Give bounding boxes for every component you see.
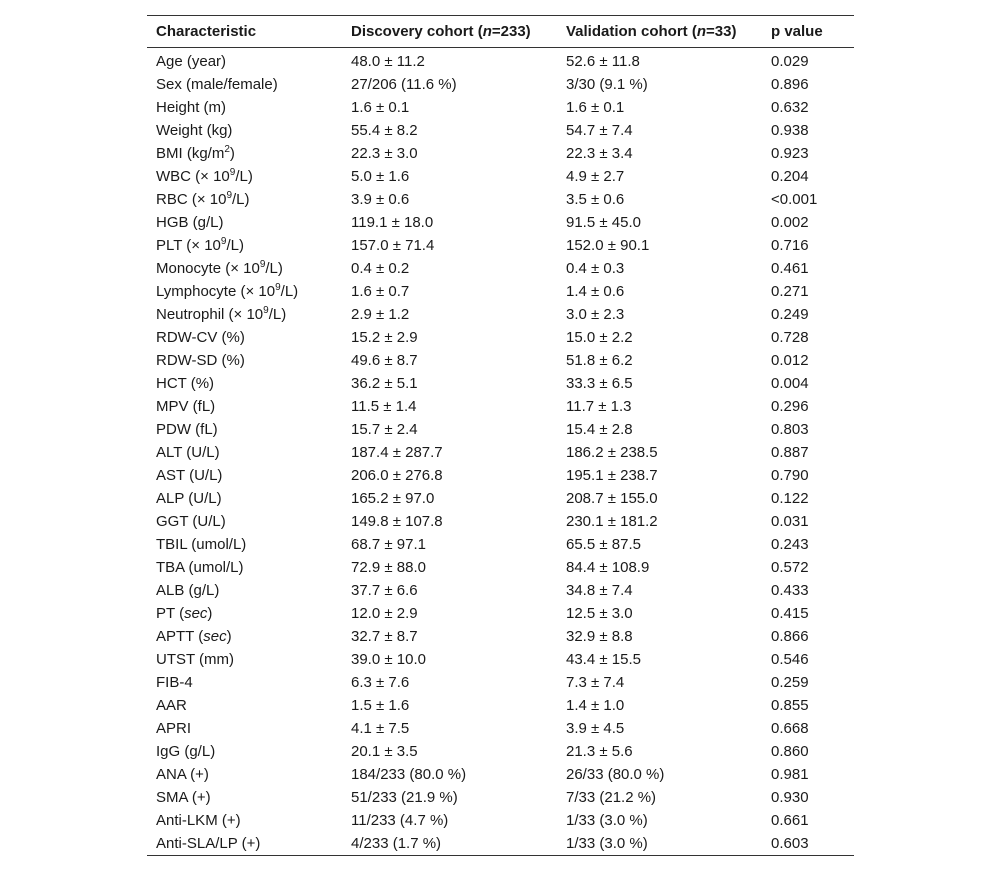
cell-discovery-value: 157.0 ± 71.4 bbox=[351, 237, 435, 254]
header-discovery-prefix: Discovery cohort ( bbox=[351, 23, 483, 40]
table-row bbox=[147, 487, 854, 510]
characteristic-label: RDW-SD (%) bbox=[156, 352, 245, 369]
header-discovery-n: n bbox=[482, 23, 492, 40]
cell-validation-value: 1/33 (3.0 %) bbox=[566, 812, 648, 829]
cell-p-value: 0.031 bbox=[771, 513, 809, 530]
characteristic-italic-unit: sec bbox=[184, 605, 208, 622]
table-row bbox=[147, 441, 854, 464]
cell-characteristic bbox=[147, 717, 342, 740]
cell-validation-value: 52.6 ± 11.8 bbox=[566, 53, 640, 70]
cell-p-value: <0.001 bbox=[771, 191, 818, 208]
cell-discovery-value: 11/233 (4.7 %) bbox=[351, 812, 449, 829]
characteristic-label: AAR bbox=[156, 697, 187, 714]
table-row bbox=[147, 694, 854, 717]
cell-discovery-value: 119.1 ± 18.0 bbox=[351, 214, 434, 231]
characteristic-label-suffix: ) bbox=[226, 628, 232, 645]
characteristic-label: TBA (umol/L) bbox=[156, 559, 244, 576]
characteristic-label-suffix: /L) bbox=[265, 260, 283, 277]
characteristic-label: Age (year) bbox=[156, 53, 227, 70]
table-row bbox=[147, 234, 854, 257]
cell-discovery-value: 4.1 ± 7.5 bbox=[351, 720, 410, 737]
table-row bbox=[147, 533, 854, 556]
table-body bbox=[147, 48, 854, 856]
cell-validation-value: 1/33 (3.0 %) bbox=[566, 835, 648, 852]
cell-p-value: 0.668 bbox=[771, 720, 809, 737]
cell-validation-value: 12.5 ± 3.0 bbox=[566, 605, 633, 622]
characteristic-label-suffix: ) bbox=[207, 605, 213, 622]
cell-characteristic bbox=[147, 211, 342, 234]
characteristic-label: GGT (U/L) bbox=[156, 513, 226, 530]
cell-p-value: 0.249 bbox=[771, 306, 809, 323]
cell-discovery-value: 149.8 ± 107.8 bbox=[351, 513, 443, 530]
cell-p-value: 0.803 bbox=[771, 421, 809, 438]
table-header-row bbox=[147, 16, 854, 48]
table-row bbox=[147, 740, 854, 763]
cell-discovery-value: 184/233 (80.0 %) bbox=[351, 766, 467, 783]
cell-p-value: 0.546 bbox=[771, 651, 809, 668]
characteristic-label: Sex (male/female) bbox=[156, 76, 278, 93]
characteristic-label: Anti-LKM (+) bbox=[156, 812, 241, 829]
cell-discovery-value: 1.6 ± 0.1 bbox=[351, 99, 410, 116]
table-row bbox=[147, 326, 854, 349]
cell-characteristic bbox=[147, 556, 342, 579]
cell-characteristic bbox=[147, 487, 342, 510]
cell-validation-value: 3/30 (9.1 %) bbox=[566, 76, 648, 93]
cell-p-value: 0.887 bbox=[771, 444, 809, 461]
cell-validation-value: 54.7 ± 7.4 bbox=[566, 122, 633, 139]
cell-characteristic bbox=[147, 372, 342, 395]
cell-p-value: 0.204 bbox=[771, 168, 809, 185]
cell-validation-value: 230.1 ± 181.2 bbox=[566, 513, 658, 530]
cell-validation-value: 152.0 ± 90.1 bbox=[566, 237, 650, 254]
cell-discovery-value: 72.9 ± 88.0 bbox=[351, 559, 426, 576]
cell-discovery-value: 6.3 ± 7.6 bbox=[351, 674, 410, 691]
cell-p-value: 0.296 bbox=[771, 398, 809, 415]
cell-validation-value: 84.4 ± 108.9 bbox=[566, 559, 650, 576]
cell-p-value: 0.632 bbox=[771, 99, 809, 116]
cell-validation-value: 11.7 ± 1.3 bbox=[566, 398, 632, 415]
cell-p-value: 0.259 bbox=[771, 674, 809, 691]
table-row bbox=[147, 832, 854, 856]
table-row bbox=[147, 349, 854, 372]
cell-discovery-value: 51/233 (21.9 %) bbox=[351, 789, 458, 806]
cell-validation-value: 33.3 ± 6.5 bbox=[566, 375, 633, 392]
cell-discovery-value: 55.4 ± 8.2 bbox=[351, 122, 418, 139]
cell-characteristic bbox=[147, 165, 342, 188]
table-row bbox=[147, 648, 854, 671]
characteristic-label: MPV (fL) bbox=[156, 398, 216, 415]
cell-discovery-value: 36.2 ± 5.1 bbox=[351, 375, 418, 392]
characteristic-label: BMI (kg/m bbox=[156, 145, 225, 162]
cell-discovery-value: 49.6 ± 8.7 bbox=[351, 352, 418, 369]
characteristic-label: IgG (g/L) bbox=[156, 743, 216, 760]
cell-characteristic bbox=[147, 441, 342, 464]
characteristic-label: UTST (mm) bbox=[156, 651, 235, 668]
header-validation-n: n bbox=[696, 23, 707, 40]
cell-validation-value: 3.0 ± 2.3 bbox=[566, 306, 625, 323]
cell-characteristic bbox=[147, 303, 342, 326]
characteristic-label: HCT (%) bbox=[156, 375, 215, 392]
cell-characteristic bbox=[147, 234, 342, 257]
cell-p-value: 0.860 bbox=[771, 743, 809, 760]
cell-discovery-value: 15.2 ± 2.9 bbox=[351, 329, 418, 346]
characteristic-label: RBC (× 10 bbox=[156, 191, 227, 208]
cell-validation-value: 208.7 ± 155.0 bbox=[566, 490, 658, 507]
cell-discovery-value: 5.0 ± 1.6 bbox=[351, 168, 410, 185]
table-row bbox=[147, 602, 854, 625]
cell-p-value: 0.433 bbox=[771, 582, 809, 599]
characteristic-label: PT ( bbox=[156, 605, 185, 622]
header-validation-suffix: =33) bbox=[706, 23, 737, 40]
characteristic-label-suffix: /L) bbox=[280, 283, 299, 300]
cell-characteristic bbox=[147, 763, 342, 786]
cohort-characteristics-table bbox=[147, 15, 854, 856]
cell-p-value: 0.415 bbox=[771, 605, 809, 622]
cell-p-value: 0.896 bbox=[771, 76, 809, 93]
cell-characteristic bbox=[147, 602, 342, 625]
cell-p-value: 0.271 bbox=[771, 283, 809, 300]
table-row bbox=[147, 48, 854, 74]
cell-validation-value: 15.4 ± 2.8 bbox=[566, 421, 633, 438]
cell-validation-value: 4.9 ± 2.7 bbox=[566, 168, 625, 185]
cell-p-value: 0.012 bbox=[771, 352, 809, 369]
cell-p-value: 0.603 bbox=[771, 835, 809, 852]
cell-discovery-value: 15.7 ± 2.4 bbox=[351, 421, 418, 438]
characteristic-label: Monocyte (× 10 bbox=[156, 260, 260, 277]
cell-p-value: 0.029 bbox=[771, 53, 809, 70]
characteristic-label: WBC (× 10 bbox=[156, 168, 230, 185]
cell-characteristic bbox=[147, 533, 342, 556]
table-row bbox=[147, 510, 854, 533]
header-discovery-cohort bbox=[342, 16, 557, 48]
cell-characteristic bbox=[147, 694, 342, 717]
cell-validation-value: 7/33 (21.2 %) bbox=[566, 789, 657, 806]
characteristic-label: ALT (U/L) bbox=[156, 444, 220, 461]
header-validation-cohort bbox=[557, 16, 762, 48]
cell-discovery-value: 39.0 ± 10.0 bbox=[351, 651, 426, 668]
cell-p-value: 0.923 bbox=[771, 145, 809, 162]
characteristic-label: RDW-CV (%) bbox=[156, 329, 245, 346]
cell-characteristic bbox=[147, 188, 342, 211]
cell-characteristic bbox=[147, 73, 342, 96]
table-row bbox=[147, 280, 854, 303]
cell-p-value: 0.716 bbox=[771, 237, 809, 254]
cell-discovery-value: 1.5 ± 1.6 bbox=[351, 697, 410, 714]
cell-p-value: 0.243 bbox=[771, 536, 809, 553]
cell-p-value: 0.790 bbox=[771, 467, 809, 484]
cell-discovery-value: 1.6 ± 0.7 bbox=[351, 283, 410, 300]
cell-characteristic bbox=[147, 280, 342, 303]
cell-validation-value: 15.0 ± 2.2 bbox=[566, 329, 633, 346]
cell-characteristic bbox=[147, 832, 342, 856]
characteristic-label-suffix: /L) bbox=[232, 191, 250, 208]
characteristic-label: Weight (kg) bbox=[156, 122, 233, 139]
cell-validation-value: 186.2 ± 238.5 bbox=[566, 444, 658, 461]
characteristic-label-suffix: /L) bbox=[235, 168, 253, 185]
header-p-value: p value bbox=[771, 23, 823, 40]
characteristic-label: APTT ( bbox=[156, 628, 204, 645]
cell-validation-value: 195.1 ± 238.7 bbox=[566, 467, 658, 484]
cell-discovery-value: 22.3 ± 3.0 bbox=[351, 145, 418, 162]
table-row bbox=[147, 395, 854, 418]
table-row bbox=[147, 418, 854, 441]
table-row bbox=[147, 303, 854, 326]
table-row bbox=[147, 556, 854, 579]
cell-validation-value: 7.3 ± 7.4 bbox=[566, 674, 625, 691]
cell-characteristic bbox=[147, 648, 342, 671]
header-characteristic: Characteristic bbox=[156, 23, 257, 40]
cell-discovery-value: 4/233 (1.7 %) bbox=[351, 835, 442, 852]
characteristic-superscript: 9 bbox=[229, 167, 236, 178]
cell-validation-value: 21.3 ± 5.6 bbox=[566, 743, 633, 760]
cell-characteristic bbox=[147, 395, 342, 418]
cell-p-value: 0.938 bbox=[771, 122, 809, 139]
characteristic-label: Anti-SLA/LP (+) bbox=[156, 835, 261, 852]
table-row bbox=[147, 464, 854, 487]
cell-discovery-value: 20.1 ± 3.5 bbox=[351, 743, 418, 760]
characteristic-label-suffix: /L) bbox=[268, 306, 287, 323]
table-row bbox=[147, 763, 854, 786]
cell-characteristic bbox=[147, 740, 342, 763]
cell-discovery-value: 206.0 ± 276.8 bbox=[351, 467, 443, 484]
cell-characteristic bbox=[147, 786, 342, 809]
table-row bbox=[147, 579, 854, 602]
characteristic-label: AST (U/L) bbox=[156, 467, 223, 484]
cell-characteristic bbox=[147, 257, 342, 280]
cell-discovery-value: 48.0 ± 11.2 bbox=[351, 53, 425, 70]
cell-characteristic bbox=[147, 349, 342, 372]
cell-p-value: 0.855 bbox=[771, 697, 809, 714]
cell-discovery-value: 12.0 ± 2.9 bbox=[351, 605, 418, 622]
cell-p-value: 0.004 bbox=[771, 375, 809, 392]
characteristic-label: HGB (g/L) bbox=[156, 214, 224, 231]
cell-p-value: 0.661 bbox=[771, 812, 809, 829]
cell-discovery-value: 32.7 ± 8.7 bbox=[351, 628, 418, 645]
characteristic-label: PLT (× 10 bbox=[156, 237, 221, 254]
cell-characteristic bbox=[147, 671, 342, 694]
cell-validation-value: 1.4 ± 1.0 bbox=[566, 697, 625, 714]
cell-discovery-value: 165.2 ± 97.0 bbox=[351, 490, 435, 507]
characteristic-label: PDW (fL) bbox=[156, 421, 218, 438]
cell-characteristic bbox=[147, 579, 342, 602]
table-row bbox=[147, 165, 854, 188]
header-validation-prefix: Validation cohort ( bbox=[566, 23, 697, 40]
cell-discovery-value: 27/206 (11.6 %) bbox=[351, 76, 457, 93]
characteristic-label: ALB (g/L) bbox=[156, 582, 220, 599]
cell-p-value: 0.728 bbox=[771, 329, 809, 346]
table-row bbox=[147, 73, 854, 96]
table-row bbox=[147, 625, 854, 648]
table-row bbox=[147, 142, 854, 165]
cell-validation-value: 43.4 ± 15.5 bbox=[566, 651, 641, 668]
cell-discovery-value: 3.9 ± 0.6 bbox=[351, 191, 410, 208]
characteristic-label: Height (m) bbox=[156, 99, 227, 116]
characteristic-superscript: 9 bbox=[275, 282, 281, 293]
cell-characteristic bbox=[147, 625, 342, 648]
characteristic-superscript: 9 bbox=[259, 259, 266, 270]
characteristic-label-suffix: ) bbox=[229, 145, 235, 162]
cell-validation-value: 65.5 ± 87.5 bbox=[566, 536, 641, 553]
cell-characteristic bbox=[147, 510, 342, 533]
table-row bbox=[147, 211, 854, 234]
table-row bbox=[147, 809, 854, 832]
characteristic-label: Neutrophil (× 10 bbox=[156, 306, 264, 323]
cell-validation-value: 3.9 ± 4.5 bbox=[566, 720, 625, 737]
cell-discovery-value: 0.4 ± 0.2 bbox=[351, 260, 410, 277]
cell-discovery-value: 37.7 ± 6.6 bbox=[351, 582, 418, 599]
cell-validation-value: 91.5 ± 45.0 bbox=[566, 214, 641, 231]
characteristic-label: ALP (U/L) bbox=[156, 490, 222, 507]
characteristic-label: ANA (+) bbox=[156, 766, 209, 783]
cell-discovery-value: 68.7 ± 97.1 bbox=[351, 536, 426, 553]
cell-validation-value: 26/33 (80.0 %) bbox=[566, 766, 665, 783]
cell-validation-value: 0.4 ± 0.3 bbox=[566, 260, 625, 277]
cell-p-value: 0.866 bbox=[771, 628, 809, 645]
cell-discovery-value: 2.9 ± 1.2 bbox=[351, 306, 410, 323]
characteristic-superscript: 9 bbox=[263, 305, 269, 316]
characteristic-italic-unit: sec bbox=[203, 628, 227, 645]
characteristic-label: APRI bbox=[156, 720, 192, 737]
cell-p-value: 0.930 bbox=[771, 789, 809, 806]
table-row bbox=[147, 671, 854, 694]
table-row bbox=[147, 119, 854, 142]
cell-characteristic bbox=[147, 48, 342, 74]
cell-discovery-value: 187.4 ± 287.7 bbox=[351, 444, 443, 461]
characteristic-superscript: 2 bbox=[224, 144, 230, 155]
header-discovery-suffix: =233) bbox=[491, 23, 531, 40]
cell-validation-value: 32.9 ± 8.8 bbox=[566, 628, 633, 645]
cell-p-value: 0.572 bbox=[771, 559, 809, 576]
cell-discovery-value: 11.5 ± 1.4 bbox=[351, 398, 417, 415]
characteristic-label: Lymphocyte (× 10 bbox=[156, 283, 276, 300]
cell-validation-value: 3.5 ± 0.6 bbox=[566, 191, 625, 208]
cell-characteristic bbox=[147, 326, 342, 349]
characteristic-label: TBIL (umol/L) bbox=[156, 536, 247, 553]
characteristic-superscript: 9 bbox=[226, 190, 233, 201]
characteristic-label-suffix: /L) bbox=[226, 237, 244, 254]
cell-validation-value: 1.6 ± 0.1 bbox=[566, 99, 625, 116]
cell-p-value: 0.461 bbox=[771, 260, 809, 277]
table-row bbox=[147, 188, 854, 211]
characteristic-superscript: 9 bbox=[220, 236, 227, 247]
cell-characteristic bbox=[147, 142, 342, 165]
cell-characteristic bbox=[147, 119, 342, 142]
characteristic-label: SMA (+) bbox=[156, 789, 211, 806]
cell-characteristic bbox=[147, 809, 342, 832]
table-row bbox=[147, 96, 854, 119]
cell-validation-value: 22.3 ± 3.4 bbox=[566, 145, 633, 162]
cell-p-value: 0.981 bbox=[771, 766, 809, 783]
table-row bbox=[147, 717, 854, 740]
cell-validation-value: 51.8 ± 6.2 bbox=[566, 352, 633, 369]
cell-p-value: 0.002 bbox=[771, 214, 809, 231]
cell-validation-value: 34.8 ± 7.4 bbox=[566, 582, 633, 599]
cell-p-value: 0.122 bbox=[771, 490, 809, 507]
cell-characteristic bbox=[147, 418, 342, 441]
cell-validation-value: 1.4 ± 0.6 bbox=[566, 283, 625, 300]
table-row bbox=[147, 786, 854, 809]
table-row bbox=[147, 257, 854, 280]
characteristic-label: FIB-4 bbox=[156, 674, 193, 691]
cell-characteristic bbox=[147, 96, 342, 119]
cell-characteristic bbox=[147, 464, 342, 487]
table-row bbox=[147, 372, 854, 395]
